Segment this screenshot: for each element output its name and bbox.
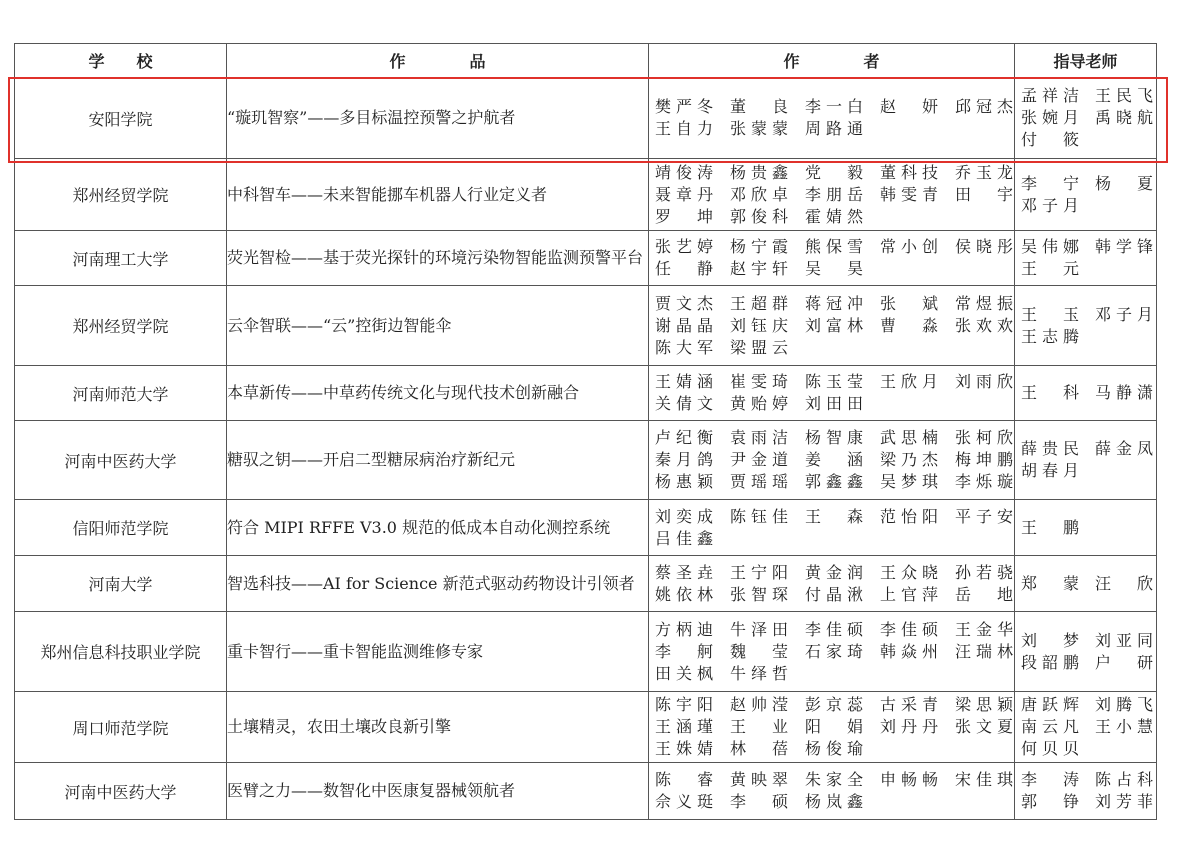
author-name: 邓欣卓 [730, 184, 788, 204]
table-body [15, 78, 1157, 820]
author-name: 李烁璇 [955, 472, 1013, 491]
author-name: 黄金润 [805, 562, 863, 582]
author-name: 杨俊瑜 [805, 739, 863, 758]
advisor-name: 杨 夏 [1095, 173, 1153, 193]
advisor-name: 胡春月 [1021, 461, 1079, 480]
author-name: 李一白 [805, 97, 863, 116]
authors-cell [649, 612, 1015, 692]
advisor-name: 陈占科 [1095, 770, 1153, 789]
author-name: 王涵瑾 [655, 717, 713, 736]
author-name: 王 业 [730, 717, 788, 736]
author-name: 杨贵鑫 [730, 162, 788, 182]
work-cell: 符合 MIPI RFFE V3.0 规范的低成本自动化测控系统 [227, 500, 649, 556]
authors-cell [649, 78, 1015, 159]
author-name: 王欣月 [880, 372, 938, 391]
author-name: 樊严冬 [655, 97, 713, 116]
work-cell: “璇玑智察”——多目标温控预警之护航者 [227, 78, 649, 159]
author-name: 姚依林 [655, 584, 713, 604]
table-row [15, 78, 1157, 159]
school-cell: 安阳学院 [15, 78, 227, 159]
advisors-cell [1015, 763, 1157, 820]
author-name: 李佳硕 [880, 619, 938, 639]
advisors-cell [1015, 231, 1157, 286]
author-name: 武思楠 [880, 428, 938, 447]
advisor-name: 王 玉 [1021, 304, 1079, 324]
advisors-cell [1015, 692, 1157, 763]
school-cell: 周口师范学院 [15, 692, 227, 763]
header-work: 作 品 [227, 44, 649, 78]
authors-cell [649, 421, 1015, 500]
awards-table [14, 43, 1157, 820]
work-cell: 医臂之力——数智化中医康复器械领航者 [227, 763, 649, 820]
advisor-name: 薛金凤 [1095, 439, 1153, 458]
author-name: 蔡圣垚 [655, 562, 713, 582]
author-name: 牛绎哲 [730, 663, 788, 683]
author-name: 田 宇 [955, 184, 1013, 204]
advisor-name: 刘 梦 [1021, 630, 1079, 650]
authors-cell [649, 366, 1015, 421]
author-name: 赵 妍 [880, 97, 938, 116]
author-name: 古采青 [880, 695, 938, 714]
advisors-cell [1015, 159, 1157, 231]
author-name: 王众晓 [880, 562, 938, 582]
author-name: 付晶湫 [805, 584, 863, 604]
author-name: 党 毅 [805, 162, 863, 182]
author-name: 贾瑶瑶 [730, 472, 788, 491]
author-name: 陈大军 [655, 337, 713, 357]
table-row [15, 366, 1157, 421]
author-name: 牛泽田 [730, 619, 788, 639]
author-name: 杨宁霞 [730, 237, 788, 256]
author-name: 张柯欣 [955, 428, 1013, 447]
school-cell: 郑州经贸学院 [15, 286, 227, 366]
advisor-name: 吴伟娜 [1021, 237, 1079, 256]
author-name: 王自力 [655, 119, 713, 138]
author-name: 方柄迪 [655, 619, 713, 639]
advisor-name: 马静潇 [1095, 383, 1153, 402]
advisor-name: 王 鹏 [1021, 517, 1079, 537]
author-name: 李 舸 [655, 641, 713, 661]
author-name: 田关枫 [655, 663, 713, 683]
author-name: 刘田田 [805, 394, 863, 413]
advisor-name: 张婉月 [1021, 108, 1079, 127]
table-row [15, 556, 1157, 612]
advisor-name: 薛贵民 [1021, 439, 1079, 458]
author-name: 黄贻婷 [730, 394, 788, 413]
authors-cell [649, 556, 1015, 612]
advisor-name: 刘亚同 [1095, 630, 1153, 650]
school-cell: 河南中医药大学 [15, 421, 227, 500]
advisor-name: 郑 蒙 [1021, 573, 1079, 593]
advisor-name: 唐跃辉 [1021, 695, 1079, 714]
advisors-cell [1015, 421, 1157, 500]
work-cell: 糖驭之钥——开启二型糖尿病治疗新纪元 [227, 421, 649, 500]
work-cell: 本草新传——中草药传统文化与现代技术创新融合 [227, 366, 649, 421]
author-name: 贾文杰 [655, 293, 713, 313]
author-name: 董 良 [730, 97, 788, 116]
author-name: 刘富林 [805, 315, 863, 335]
author-name: 吕佳鑫 [655, 528, 713, 548]
advisor-name: 邓子月 [1095, 304, 1153, 324]
table-header-row [15, 44, 1157, 78]
advisor-name: 汪 欣 [1095, 573, 1153, 593]
author-name: 李朋岳 [805, 184, 863, 204]
author-name: 汪瑞林 [955, 641, 1013, 661]
author-name: 侯晓彤 [955, 237, 1013, 256]
advisor-name: 禹晓航 [1095, 108, 1153, 127]
advisor-name: 王民飞 [1095, 86, 1153, 105]
school-cell: 河南师范大学 [15, 366, 227, 421]
advisors-cell [1015, 286, 1157, 366]
author-name: 常煜振 [955, 293, 1013, 313]
advisor-name: 王 科 [1021, 383, 1079, 402]
author-name: 陈玉莹 [805, 372, 863, 391]
advisor-name: 南云凡 [1021, 717, 1079, 736]
author-name: 佘义珽 [655, 792, 713, 811]
work-cell: 智选科技——AI for Science 新范式驱动药物设计引领者 [227, 556, 649, 612]
author-name: 魏 莹 [730, 641, 788, 661]
author-name: 张蒙蒙 [730, 119, 788, 138]
advisors-cell [1015, 500, 1157, 556]
author-name: 李佳硕 [805, 619, 863, 639]
advisor-name: 李 宁 [1021, 173, 1079, 193]
author-name: 霍婧然 [805, 206, 863, 226]
author-name: 乔玉龙 [955, 162, 1013, 182]
advisors-cell [1015, 556, 1157, 612]
advisors-cell [1015, 78, 1157, 159]
author-name: 曹 淼 [880, 315, 938, 335]
author-name: 张艺婷 [655, 237, 713, 256]
author-name: 常小创 [880, 237, 938, 256]
table-row [15, 612, 1157, 692]
author-name: 梁思颖 [955, 695, 1013, 714]
author-name: 郭鑫鑫 [805, 472, 863, 491]
author-name: 范怡阳 [880, 506, 938, 526]
author-name: 任 静 [655, 259, 713, 278]
author-name: 杨岚鑫 [805, 792, 863, 811]
author-name: 董科技 [880, 162, 938, 182]
advisor-name: 韩学锋 [1095, 237, 1153, 256]
author-name: 朱家全 [805, 770, 863, 789]
author-name: 宋佳琪 [955, 770, 1013, 789]
author-name: 杨智康 [805, 428, 863, 447]
author-name: 罗 坤 [655, 206, 713, 226]
advisors-cell [1015, 612, 1157, 692]
author-name: 袁雨洁 [730, 428, 788, 447]
advisor-name: 孟祥洁 [1021, 86, 1079, 105]
author-name: 孙若骁 [955, 562, 1013, 582]
author-name: 王 森 [805, 506, 863, 526]
header-school: 学 校 [15, 44, 227, 78]
advisor-name: 邓子月 [1021, 195, 1079, 215]
authors-cell [649, 692, 1015, 763]
author-name: 吴 昊 [805, 259, 863, 278]
work-cell: 云伞智联——“云”控街边智能伞 [227, 286, 649, 366]
author-name: 梁盟云 [730, 337, 788, 357]
table-row [15, 763, 1157, 820]
author-name: 陈钰佳 [730, 506, 788, 526]
advisors-cell [1015, 366, 1157, 421]
advisor-name: 何贝贝 [1021, 739, 1079, 758]
advisor-name: 郭 铮 [1021, 792, 1079, 811]
author-name: 聂章丹 [655, 184, 713, 204]
author-name: 郭俊科 [730, 206, 788, 226]
author-name: 关倩文 [655, 394, 713, 413]
author-name: 赵宇轩 [730, 259, 788, 278]
author-name: 张智琛 [730, 584, 788, 604]
authors-cell [649, 763, 1015, 820]
author-name: 谢晶晶 [655, 315, 713, 335]
author-name: 卢纪衡 [655, 428, 713, 447]
author-name: 王婧涵 [655, 372, 713, 391]
author-name: 刘钰庆 [730, 315, 788, 335]
advisor-name: 王小慧 [1095, 717, 1153, 736]
author-name: 梁乃杰 [880, 450, 938, 469]
author-name: 熊保雪 [805, 237, 863, 256]
author-name: 赵帅滢 [730, 695, 788, 714]
school-cell: 信阳师范学院 [15, 500, 227, 556]
author-name: 彭京蕊 [805, 695, 863, 714]
school-cell: 河南中医药大学 [15, 763, 227, 820]
author-name: 周路通 [805, 119, 863, 138]
header-authors: 作 者 [649, 44, 1015, 78]
author-name: 张 斌 [880, 293, 938, 313]
advisor-name: 王 元 [1021, 259, 1079, 278]
authors-cell [649, 159, 1015, 231]
school-cell: 郑州信息科技职业学院 [15, 612, 227, 692]
work-cell: 重卡智行——重卡智能监测维修专家 [227, 612, 649, 692]
author-name: 张文夏 [955, 717, 1013, 736]
advisor-name: 刘芳菲 [1095, 792, 1153, 811]
table-row [15, 159, 1157, 231]
author-name: 刘雨欣 [955, 372, 1013, 391]
author-name: 靖俊涛 [655, 162, 713, 182]
advisor-name: 户 研 [1095, 652, 1153, 672]
author-name: 岳 地 [955, 584, 1013, 604]
author-name: 邱冠杰 [955, 97, 1013, 116]
table-row [15, 286, 1157, 366]
author-name: 韩焱州 [880, 641, 938, 661]
advisor-name: 刘腾飞 [1095, 695, 1153, 714]
author-name: 崔雯琦 [730, 372, 788, 391]
work-cell: 土壤精灵，农田土壤改良新引擎 [227, 692, 649, 763]
author-name: 王金华 [955, 619, 1013, 639]
author-name: 蒋冠冲 [805, 293, 863, 313]
authors-cell [649, 231, 1015, 286]
author-name: 刘奕成 [655, 506, 713, 526]
author-name: 韩雯青 [880, 184, 938, 204]
table-row [15, 231, 1157, 286]
author-name: 尹金道 [730, 450, 788, 469]
school-cell: 郑州经贸学院 [15, 159, 227, 231]
author-name: 石家琦 [805, 641, 863, 661]
author-name: 杨惠颖 [655, 472, 713, 491]
author-name: 阳 娟 [805, 717, 863, 736]
author-name: 平子安 [955, 506, 1013, 526]
author-name: 陈宇阳 [655, 695, 713, 714]
advisor-name: 付 筱 [1021, 130, 1079, 149]
author-name: 梅坤鹏 [955, 450, 1013, 469]
author-name: 李 硕 [730, 792, 788, 811]
author-name: 陈 睿 [655, 770, 713, 789]
school-cell: 河南理工大学 [15, 231, 227, 286]
table-row [15, 692, 1157, 763]
author-name: 王姝婧 [655, 739, 713, 758]
author-name: 王宁阳 [730, 562, 788, 582]
work-cell: 荧光智检——基于荧光探针的环境污染物智能监测预警平台 [227, 231, 649, 286]
author-name: 吴梦琪 [880, 472, 938, 491]
table-row [15, 421, 1157, 500]
author-name: 黄映翠 [730, 770, 788, 789]
authors-cell [649, 500, 1015, 556]
advisor-name: 王志腾 [1021, 326, 1079, 346]
author-name: 林 蓓 [730, 739, 788, 758]
work-cell: 中科智车——未来智能挪车机器人行业定义者 [227, 159, 649, 231]
author-name: 上官萍 [880, 584, 938, 604]
school-cell: 河南大学 [15, 556, 227, 612]
table-row [15, 500, 1157, 556]
advisor-name: 李 涛 [1021, 770, 1079, 789]
author-name: 刘丹丹 [880, 717, 938, 736]
header-advisors: 指导老师 [1015, 44, 1157, 78]
author-name: 张欢欢 [955, 315, 1013, 335]
authors-cell [649, 286, 1015, 366]
author-name: 秦月鸽 [655, 450, 713, 469]
advisor-name: 段韶鹏 [1021, 652, 1079, 672]
author-name: 姜 涵 [805, 450, 863, 469]
author-name: 王超群 [730, 293, 788, 313]
author-name: 申畅畅 [880, 770, 938, 789]
